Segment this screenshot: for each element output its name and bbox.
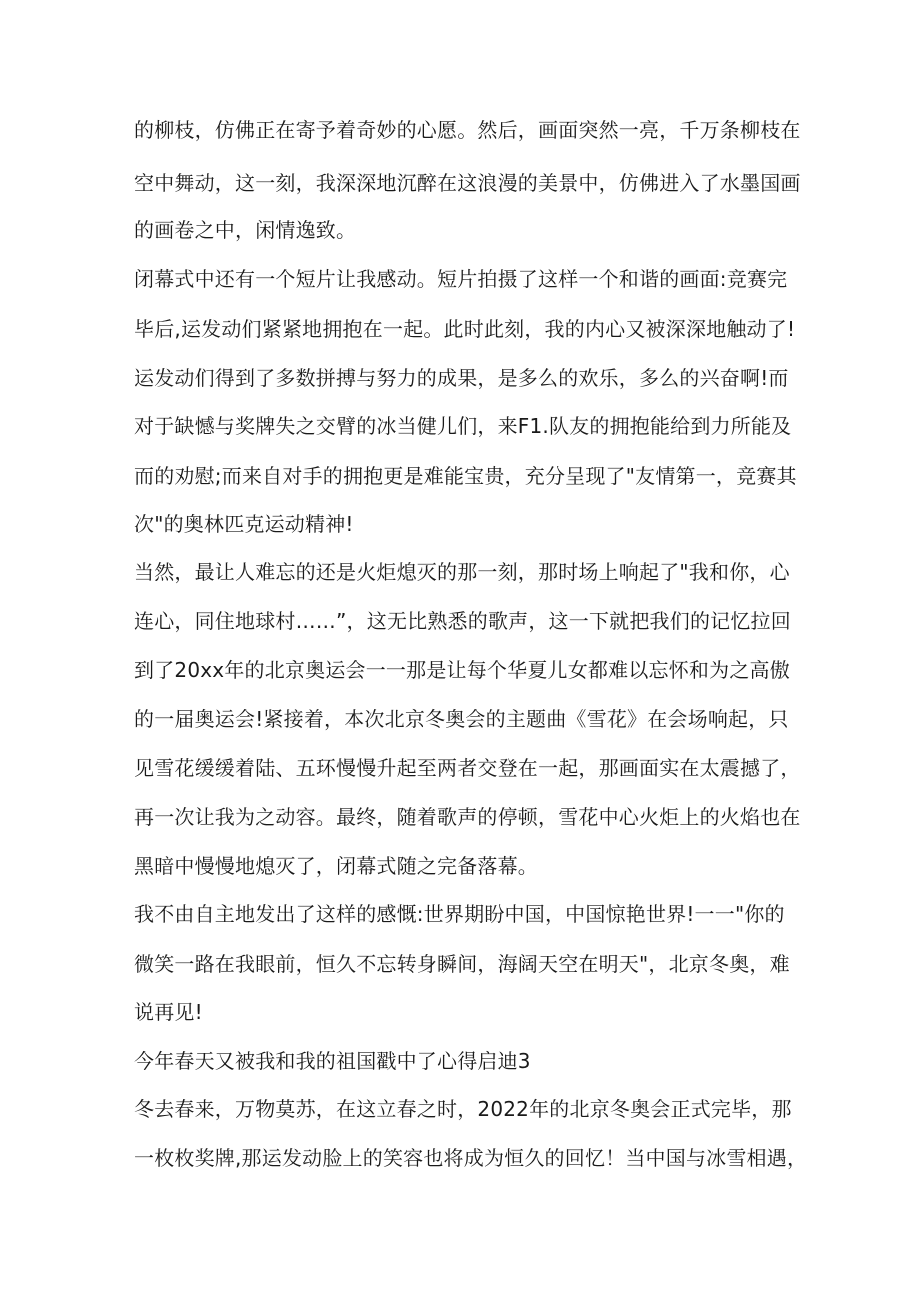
text-line: 对于缺憾与奖牌失之交臂的冰当健儿们，来F1.队友的拥抱能给到力所能及 (134, 414, 792, 438)
text-line: 运发动们得到了多数拼搏与努力的成果，是多么的欢乐，多么的兴奋啊!而 (134, 366, 789, 390)
text-line: 次"的奥林匹克运动精神! (134, 512, 354, 536)
text-line: 再一次让我为之动容。最终，随着歌声的停顿，雪花中心火炬上的火焰也在 (134, 805, 801, 829)
text-line: 当然，最让人难忘的还是火炬熄灭的那一刻，那时场上响起了"我和你，心 (134, 560, 790, 584)
text-line: 空中舞动，这一刻，我深深地沉醉在这浪漫的美景中，仿佛进入了水墨国画 (134, 171, 801, 195)
text-line: 闭幕式中还有一个短片让我感动。短片拍摄了这样一个和谐的画面:竞赛完 (134, 267, 788, 291)
text-line: 一枚枚奖牌,那运发动脸上的笑容也将成为恒久的回忆！当中国与冰雪相遇， (134, 1146, 808, 1170)
text-line: 的画卷之中，闲情逸致。 (134, 218, 357, 242)
text-line: 的一届奥运会!紧接着，本次北京冬奥会的主题曲《雪花》在会场响起，只 (134, 707, 789, 731)
text-line: 的柳枝，仿佛正在寄予着奇妙的心愿。然后，画面突然一亮，千万条柳枝在 (134, 118, 801, 142)
text-line: 微笑一路在我眼前，恒久不忘转身瞬间，海阔天空在明天"，北京冬奥，难 (134, 952, 790, 976)
text-line: 而的劝慰;而来自对手的拥抱更是难能宝贵，充分呈现了"友情第一，竞赛其 (134, 464, 797, 488)
text-line: 见雪花缓缓着陆、五环慢慢升起至两者交登在一起，那画面实在太震撼了， (134, 756, 801, 780)
text-line: 我不由自主地发出了这样的感慨:世界期盼中国，中国惊艳世界!一一"你的 (134, 902, 785, 926)
section-heading: 今年春天又被我和我的祖国戳中了心得启迪3 (134, 1049, 531, 1073)
text-line: 冬去春来，万物莫苏，在这立春之时，2022年的北京冬奥会正式完毕，那 (134, 1097, 792, 1121)
text-line: 到了20xx年的北京奥运会一一那是让每个华夏儿女都难以忘怀和为之高傲 (134, 658, 790, 682)
text-line: 说再见! (134, 1000, 203, 1024)
text-line: 连心，同住地球村……”，这无比熟悉的歌声，这一下就把我们的记忆拉回 (134, 609, 791, 633)
text-line: 毕后,运发动们紧紧地拥抱在一起。此时此刻，我的内心又被深深地触动了! (134, 317, 796, 341)
text-line: 黑暗中慢慢地熄灭了，闭幕式随之完备落幕。 (134, 854, 538, 878)
